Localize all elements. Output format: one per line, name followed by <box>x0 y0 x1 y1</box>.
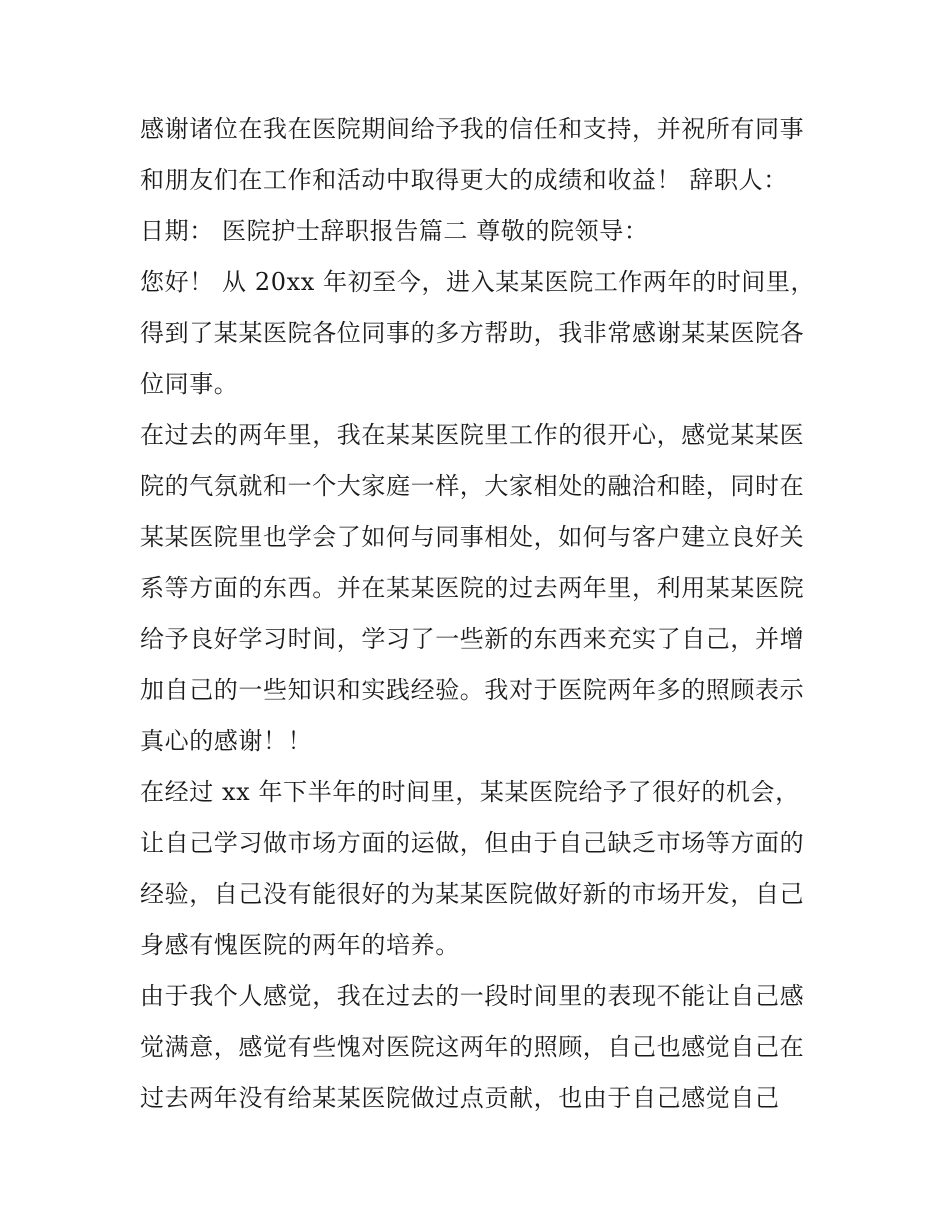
text-line: 让自己学习做市场方面的运做，但由于自己缺乏市场等方面的 <box>140 829 805 857</box>
text-line: 真心的感谢！！ <box>140 727 313 755</box>
text-line: 得到了某某医院各位同事的多方帮助，我非常感谢某某医院各 <box>140 319 805 347</box>
text-line: 院的气氛就和一个大家庭一样，大家相处的融洽和睦，同时在 <box>140 472 805 500</box>
text-line: 日期： 医院护士辞职报告篇二 尊敬的院领导： <box>140 217 649 245</box>
text-line: 由于我个人感觉，我在过去的一段时间里的表现不能让自己感 <box>140 982 805 1010</box>
text-line: 某某医院里也学会了如何与同事相处，如何与客户建立良好关 <box>140 523 805 551</box>
text-line: 身感有愧医院的两年的培养。 <box>140 931 460 959</box>
text-line: 系等方面的东西。并在某某医院的过去两年里，利用某某医院 <box>140 574 805 602</box>
text-line: 感谢诸位在我在医院期间给予我的信任和支持，并祝所有同事 <box>140 115 805 143</box>
text-line: 在经过 xx 年下半年的时间里，某某医院给予了很好的机会， <box>140 778 800 806</box>
text-line: 在过去的两年里，我在某某医院里工作的很开心，感觉某某医 <box>140 421 805 449</box>
text-line: 加自己的一些知识和实践经验。我对于医院两年多的照顾表示 <box>140 676 805 704</box>
text-line: 给予良好学习时间，学习了一些新的东西来充实了自己，并增 <box>140 625 805 653</box>
text-line: 您好！ 从 20xx 年初至今，进入某某医院工作两年的时间里， <box>140 268 816 296</box>
text-line: 觉满意，感觉有些愧对医院这两年的照顾，自己也感觉自己在 <box>140 1033 805 1061</box>
text-line: 经验，自己没有能很好的为某某医院做好新的市场开发，自己 <box>140 880 805 908</box>
document-body <box>140 104 820 1124</box>
text-line: 和朋友们在工作和活动中取得更大的成绩和收益！ 辞职人： <box>140 166 788 194</box>
text-line: 位同事。 <box>140 370 239 398</box>
text-line: 过去两年没有给某某医院做过点贡献，也由于自己感觉自己 <box>140 1084 780 1112</box>
